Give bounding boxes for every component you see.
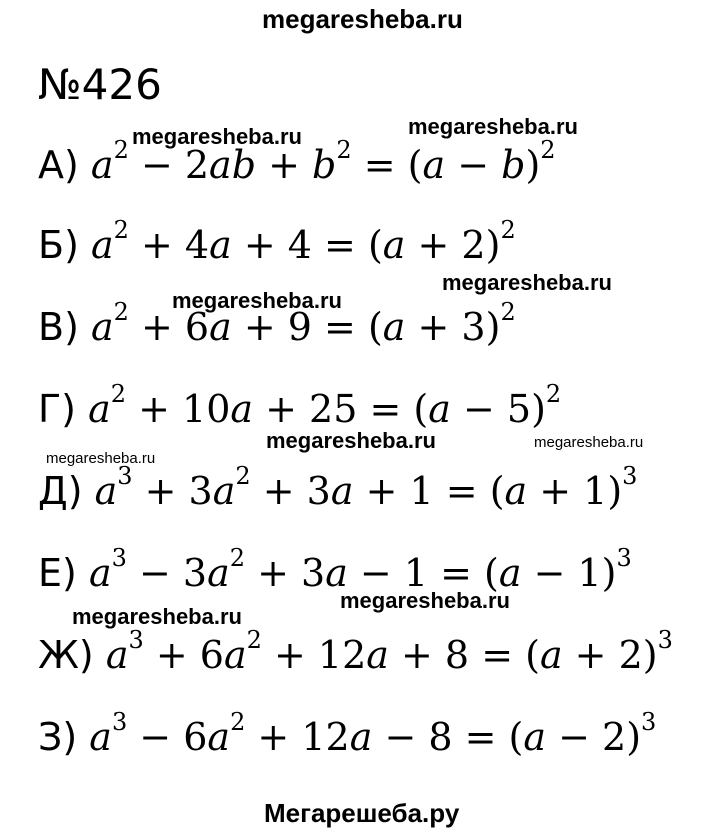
equation-label: В) — [38, 305, 79, 349]
equation-v: В) $a^2 + 6a + 9 = (a + 3)^2$ — [38, 298, 516, 349]
equation-label: Е) — [38, 551, 77, 595]
equation-zh: Ж) $a^3 + 6a^2 + 12a + 8 = (a + 2)^3$ — [38, 626, 673, 677]
equation-d: Д) $a^3 + 3a^2 + 3a + 1 = (a + 1)^3$ — [38, 462, 638, 513]
equation-label: Д) — [38, 469, 83, 513]
equation-a: А) $a^2 - 2ab + b^2 = (a - b)^2$ — [38, 136, 556, 187]
watermark: megaresheba.ru — [266, 428, 436, 453]
equation-z: З) $a^3 - 6a^2 + 12a - 8 = (a - 2)^3$ — [38, 708, 657, 759]
watermark: megaresheba.ru — [442, 270, 612, 295]
watermark-bottom: Мегарешеба.ру — [264, 798, 460, 828]
watermark: megaresheba.ru — [72, 604, 242, 629]
equation-b: Б) $a^2 + 4a + 4 = (a + 2)^2$ — [38, 216, 516, 267]
equation-label: Б) — [38, 223, 79, 267]
watermark: megaresheba.ru — [132, 124, 302, 149]
equation-label: Ж) — [38, 633, 94, 677]
equation-e: Е) $a^3 - 3a^2 + 3a - 1 = (a - 1)^3$ — [38, 544, 632, 595]
watermark-top: megaresheba.ru — [262, 4, 463, 34]
equation-label: З) — [38, 715, 78, 759]
watermark: megaresheba.ru — [408, 114, 578, 139]
equation-label: Г) — [38, 387, 76, 431]
watermark: megaresheba.ru — [534, 434, 644, 451]
problem-number: №426 — [38, 60, 162, 109]
watermark: megaresheba.ru — [340, 588, 510, 613]
watermark: megaresheba.ru — [172, 288, 342, 313]
equation-label: А) — [38, 143, 79, 187]
watermark: megaresheba.ru — [46, 450, 156, 467]
equation-g: Г) $a^2 + 10a + 25 = (a - 5)^2$ — [38, 380, 562, 431]
